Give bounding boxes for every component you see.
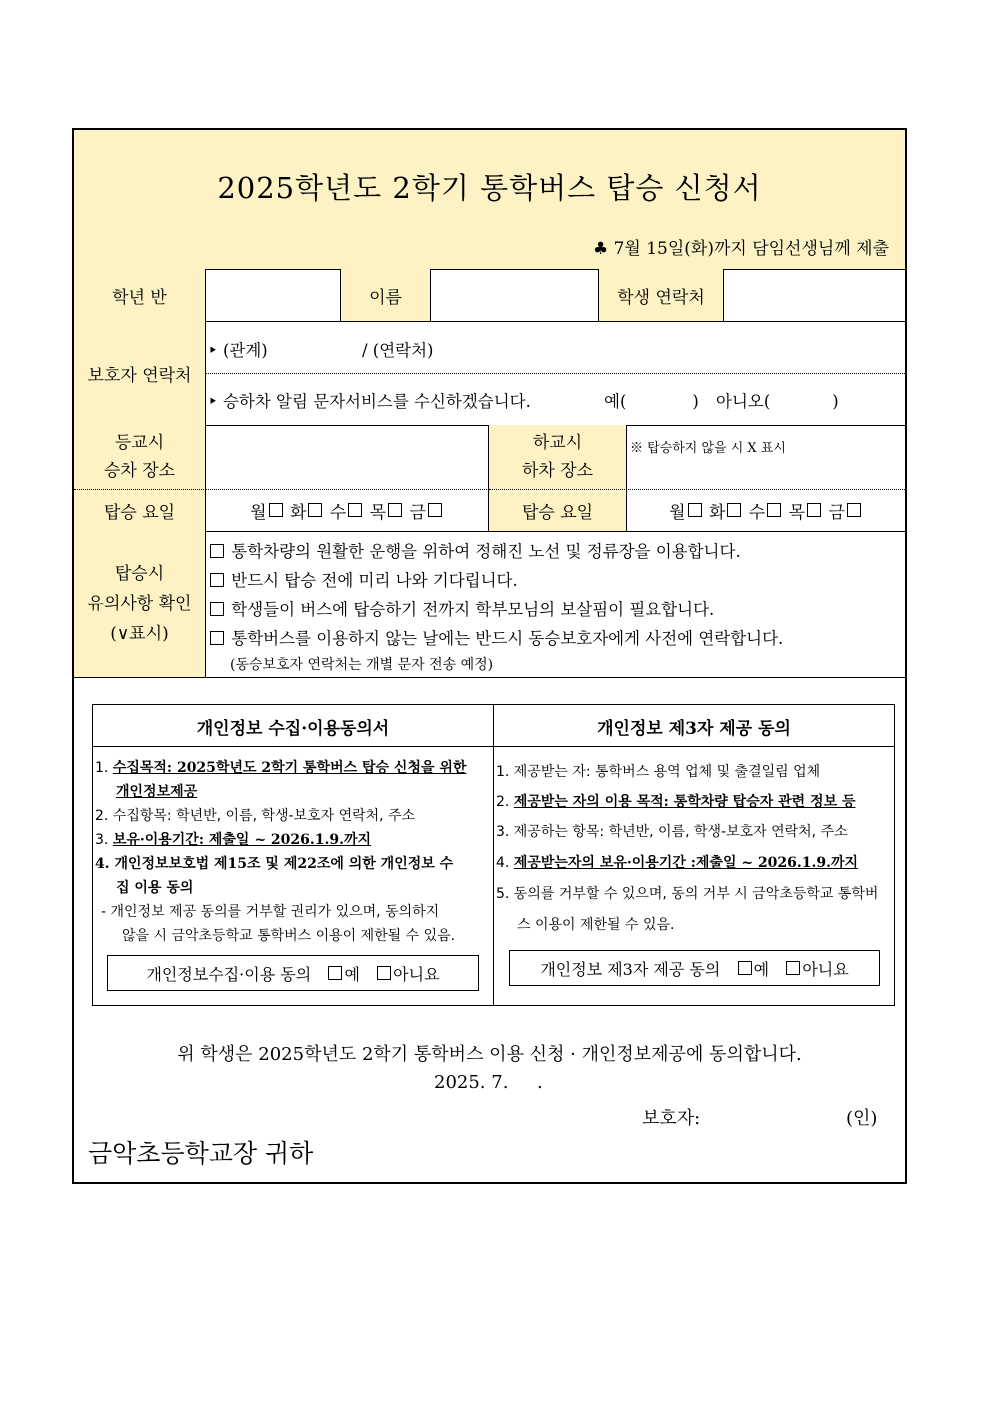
day-fri-checkbox[interactable]: [428, 503, 442, 517]
third-party-consent-label: 개인정보 제3자 제공 동의: [540, 959, 721, 979]
day-thu-checkbox[interactable]: [807, 503, 821, 517]
day-mon-checkbox[interactable]: [269, 503, 283, 517]
third-party-no-label: 아니요: [802, 959, 849, 979]
notice-item-text: 학생들이 버스에 탑승하기 전까지 학부모님의 보살핌이 필요합니다.: [231, 600, 715, 619]
right-item-4-num: 4.: [496, 855, 510, 871]
stop-location-rows: [74, 425, 905, 532]
guardian-relation: ‣ (관계): [208, 341, 268, 360]
notice-item-text: 반드시 탑승 전에 미리 나와 기다립니다.: [231, 571, 518, 590]
grade-input-cell[interactable]: [206, 269, 341, 321]
right-item-2-num: 2.: [496, 794, 510, 810]
left-item-1-cont: [116, 781, 197, 801]
boarding-label-line1: 등교시: [114, 433, 165, 453]
alighting-location-input[interactable]: [627, 425, 905, 489]
day-thu-checkbox[interactable]: [388, 503, 402, 517]
day-mon-checkbox[interactable]: [688, 503, 702, 517]
notice-label: [74, 531, 206, 677]
notice-checkbox[interactable]: [210, 573, 224, 587]
day-fri: 금: [828, 502, 845, 523]
left-item-1-text2: 개인정보제공: [116, 784, 198, 800]
student-info-row: [74, 269, 905, 322]
alighting-note: ※ 탑승하지 않을 시 X 표시: [630, 441, 786, 456]
notice-sub-note: (동승보호자 연락처는 개별 문자 전송 예정): [230, 657, 494, 673]
privacy-consent-box: [92, 704, 895, 1006]
notice-label-line2: 유의사항 확인: [87, 594, 192, 614]
collection-no-checkbox[interactable]: [377, 966, 391, 980]
left-item-3: [95, 829, 371, 849]
right-item-5: 5. 동의를 거부할 수 있으며, 동의 거부 시 금악초등학교 통학버: [496, 886, 879, 902]
seal-mark: (인): [846, 1108, 878, 1129]
day-mon: 월: [250, 502, 267, 523]
guardian-divider: [206, 373, 905, 374]
name-input-cell[interactable]: [431, 269, 599, 321]
collection-yes-label: 예: [344, 964, 360, 984]
guardian-signature-label: 보호자:: [642, 1108, 701, 1129]
name-label: 이름: [341, 269, 431, 321]
form-header: [74, 130, 905, 270]
collection-consent-label: 개인정보수집·이용 동의: [146, 964, 312, 984]
student-phone-label: 학생 연락처: [599, 269, 724, 321]
day-wed: 수: [748, 502, 766, 523]
day-fri-checkbox[interactable]: [847, 503, 861, 517]
right-item-3: 3. 제공하는 항목: 학년반, 이름, 학생-보호자 연락처, 주소: [496, 824, 848, 840]
sms-consent-text: ‣ 승하차 알림 문자서비스를 수신하겠습니다.: [208, 392, 531, 411]
notice-label-line1: 탑승시: [114, 564, 165, 584]
collection-yes-checkbox[interactable]: [328, 966, 342, 980]
notice-item[interactable]: [208, 625, 783, 649]
notice-item-text: 통학차량의 원활한 운행을 위하여 정해진 노선 및 정류장을 이용합니다.: [231, 542, 741, 561]
day-tue: 화: [708, 502, 726, 523]
notice-item[interactable]: [208, 538, 741, 562]
notice-item-text: 통학버스를 이용하지 않는 날에는 반드시 동승보호자에게 사전에 연락합니다.: [231, 629, 784, 648]
notice-item[interactable]: [208, 596, 714, 620]
collection-consent-checkbox-group[interactable]: [107, 955, 479, 991]
notice-checkbox[interactable]: [210, 544, 224, 558]
notice-checkbox[interactable]: [210, 602, 224, 616]
guardian-row: [74, 321, 905, 426]
right-item-2: [496, 791, 856, 811]
sms-yes-label: 예(: [604, 392, 627, 411]
third-party-no-checkbox[interactable]: [786, 961, 800, 975]
third-party-consent-checkbox-group[interactable]: [509, 950, 880, 986]
grade-label: 학년 반: [74, 269, 206, 321]
left-item-5-cont: 않을 시 금악초등학교 통학버스 이용이 제한될 수 있음.: [122, 928, 456, 944]
day-mon: 월: [669, 502, 686, 523]
day-fri: 금: [409, 502, 426, 523]
left-item-1-num: 1.: [95, 760, 109, 776]
day-wed: 수: [329, 502, 347, 523]
alighting-days-label: 탑승 요일: [489, 489, 627, 531]
notice-checkbox[interactable]: [210, 631, 224, 645]
guardian-contact: / (연락처): [362, 341, 434, 360]
third-party-yes-checkbox[interactable]: [738, 961, 752, 975]
sms-yes-option[interactable]: [604, 388, 699, 412]
day-tue-checkbox[interactable]: [727, 503, 741, 517]
consent-statement: 위 학생은 2025학년도 2학기 통학버스 이용 신청 · 개인정보제공에 동의합니다.: [177, 1044, 802, 1065]
alighting-label-line2: 하차 장소: [521, 461, 594, 481]
day-thu: 목: [788, 502, 806, 523]
notice-row: [74, 531, 905, 678]
day-tue: 화: [289, 502, 307, 523]
right-item-4-text: 제공받는자의 보유·이용기간 :제출일 ~ 2026.1.9.까지: [513, 855, 859, 871]
left-item-4: 4. 개인정보보호법 제15조 및 제22조에 의한 개인정보 수: [95, 856, 454, 872]
student-phone-input-cell[interactable]: [724, 269, 905, 321]
left-item-4-cont: 집 이용 동의: [116, 880, 194, 896]
boarding-location-label: [74, 425, 206, 489]
left-item-1: [95, 757, 466, 777]
day-thu: 목: [369, 502, 387, 523]
application-form: [72, 128, 907, 1184]
left-item-3-num: 3.: [95, 832, 109, 848]
sms-no-label: 아니오(: [716, 392, 771, 411]
sms-yes-close: ): [692, 392, 699, 411]
boarding-days-label: 탑승 요일: [74, 489, 206, 531]
third-party-yes-label: 예: [753, 959, 770, 979]
collection-no-label: 아니요: [393, 964, 440, 984]
form-title: 2025학년도 2학기 통학버스 탑승 신청서: [217, 171, 762, 205]
boarding-days-options[interactable]: [206, 489, 489, 531]
left-item-3-text: 보유·이용기간: 제출일 ~ 2026.1.9.까지: [112, 832, 372, 848]
boarding-label-line2: 승차 장소: [103, 461, 176, 481]
alighting-location-label: [489, 425, 627, 489]
alighting-days-options[interactable]: [627, 489, 905, 531]
left-item-5: - 개인정보 제공 동의를 거부할 권리가 있으며, 동의하지: [101, 904, 440, 920]
addressee: 금악초등학교장 귀하: [88, 1139, 314, 1168]
right-item-5-cont: 스 이용이 제한될 수 있음.: [517, 917, 675, 933]
guardian-contact-label: 보호자 연락처: [74, 321, 206, 425]
day-tue-checkbox[interactable]: [308, 503, 322, 517]
submission-date: 2025. 7. .: [434, 1072, 543, 1093]
left-item-1-text: 수집목적: 2025학년도 2학기 통학버스 탑승 신청을 위한: [112, 760, 467, 776]
consent-left-title: 개인정보 수집·이용동의서: [196, 718, 390, 739]
right-item-1: 1. 제공받는 자: 통학버스 용역 업체 및 출결일림 업체: [496, 764, 821, 780]
sms-no-close: ): [832, 392, 839, 411]
submission-deadline: ♣ 7월 15일(화)까지 담임선생님께 제출: [592, 239, 889, 259]
notice-label-line3: (∨표시): [110, 624, 169, 644]
consent-right-title: 개인정보 제3자 제공 동의: [597, 718, 791, 739]
consent-divider: [493, 705, 494, 1005]
right-item-4: [496, 852, 858, 872]
day-wed-checkbox[interactable]: [348, 503, 362, 517]
left-item-2: 2. 수집항목: 학년반, 이름, 학생-보호자 연락처, 주소: [95, 808, 416, 824]
alighting-label-line1: 하교시: [532, 433, 583, 453]
sms-no-option[interactable]: [716, 388, 839, 412]
right-item-2-text: 제공받는 자의 이용 목적: 통학차량 탑승자 관련 정보 등: [513, 794, 856, 810]
boarding-location-input[interactable]: [206, 425, 489, 489]
day-wed-checkbox[interactable]: [767, 503, 781, 517]
notice-item[interactable]: [208, 567, 518, 591]
